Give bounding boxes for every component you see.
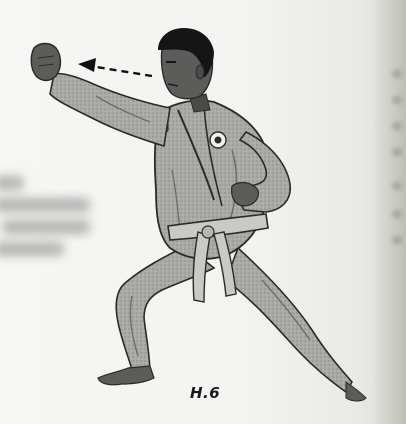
figure-caption: H.6 — [190, 384, 221, 402]
dashed-arrow-left-icon — [78, 58, 152, 76]
punching-arm — [31, 44, 170, 147]
head — [158, 28, 214, 112]
back-leg — [226, 248, 366, 401]
